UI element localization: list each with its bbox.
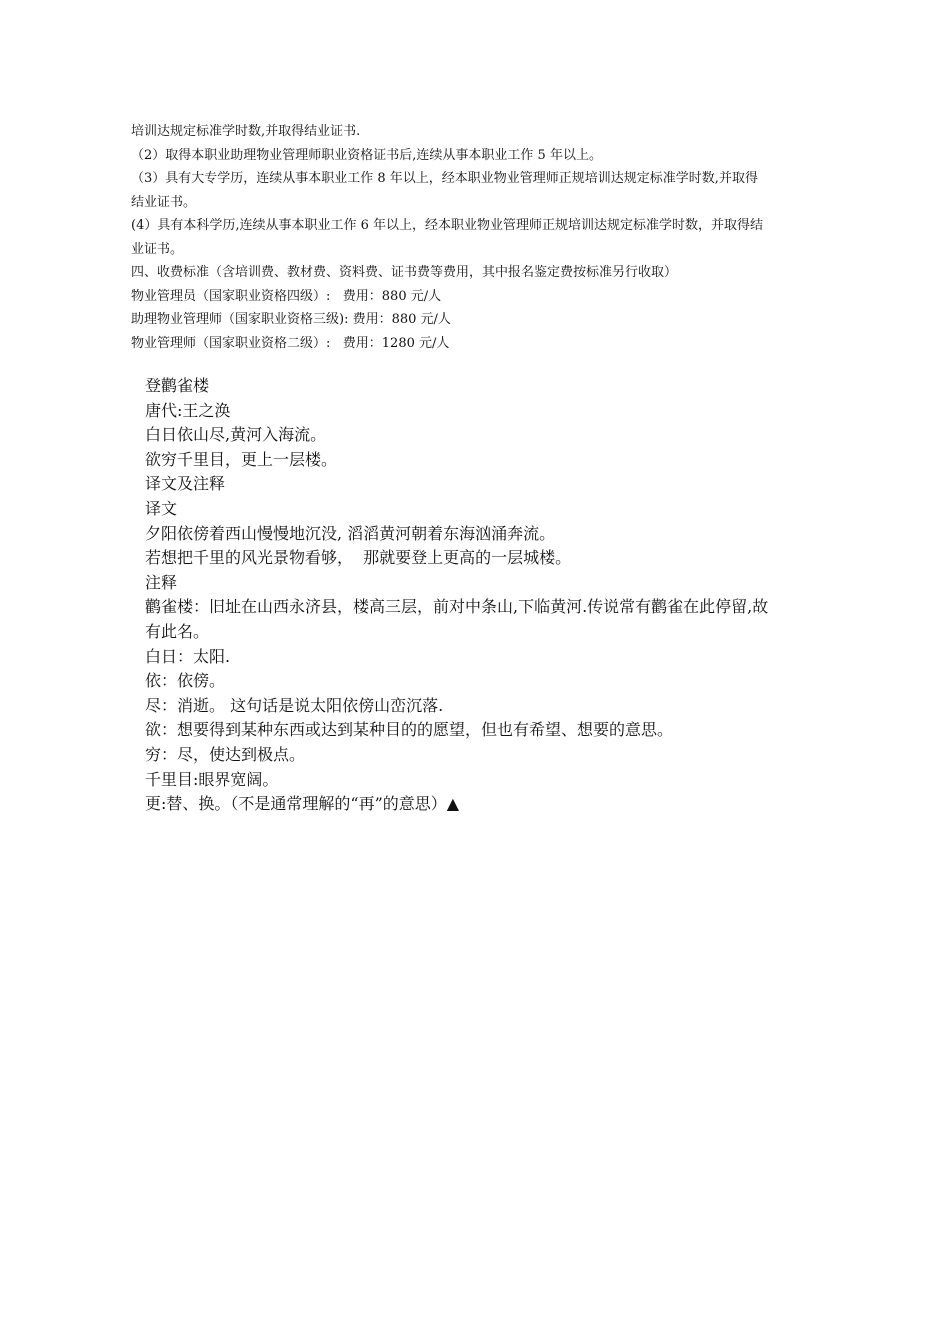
note-line: 依：依傍。 xyxy=(145,671,226,691)
fee-heading: 四、收费标准（含培训费、教材费、资料费、证书费等费用，其中报名鉴定费按标准另行收取） xyxy=(131,265,678,280)
note-line: 欲：想要得到某种东西或达到某种目的的愿望，但也有希望、想要的意思。 xyxy=(145,720,674,740)
note-line: 更:替、换。（不是通常理解的“再”的意思）▲ xyxy=(145,794,460,814)
text-line: 业证书。 xyxy=(131,241,184,257)
text-line: (4）具有本科学历,连续从事本职业工作 6 年以上，经本职业物业管理师正规培训达规定标准学时数，并取得结 xyxy=(131,218,764,233)
poem-section xyxy=(145,374,825,817)
poem-title: 登鹳雀楼 xyxy=(145,376,210,395)
poem-line: 白日依山尽,黄河入海流。 xyxy=(145,425,327,445)
translation-notes-heading: 译文及注释 xyxy=(145,474,226,494)
text-line: （2）取得本职业助理物业管理师职业资格证书后,连续从事本职业工作 5 年以上。 xyxy=(131,147,602,163)
fee-line: 物业管理员（国家职业资格四级）: 费用：880 元/人 xyxy=(131,288,442,304)
note-line: 千里目:眼界宽阔。 xyxy=(145,769,279,789)
text-line: （3）具有大专学历，连续从事本职业工作 8 年以上，经本职业物业管理师正规培训达规定标准学时数,并取得 xyxy=(131,171,758,186)
fee-line: 物业管理师（国家职业资格二级）: 费用：1280 元/人 xyxy=(131,335,450,351)
poem-line: 欲穷千里目，更上一层楼。 xyxy=(145,449,338,469)
note-line: 有此名。 xyxy=(145,621,210,641)
text-line: 培训达规定标准学时数,并取得结业证书. xyxy=(131,124,361,139)
notes-heading: 注释 xyxy=(145,572,178,592)
fee-line: 助理物业管理师（国家职业资格三级): 费用：880 元/人 xyxy=(131,312,451,327)
note-line: 穷：尽，使达到极点。 xyxy=(145,744,306,764)
translation-line: 若想把千里的风光景物看够， 那就要登上更高的一层城楼。 xyxy=(145,548,572,568)
note-line: 尽：消逝。 这句话是说太阳依傍山峦沉落. xyxy=(145,695,444,715)
translation-line: 夕阳依傍着西山慢慢地沉没, 滔滔黄河朝着东海汹涌奔流。 xyxy=(145,523,556,543)
training-requirements-section xyxy=(131,120,831,355)
note-line: 鹳雀楼：旧址在山西永济县，楼高三层，前对中条山,下临黄河.传说常有鹳雀在此停留,故 xyxy=(145,597,769,617)
translation-heading: 译文 xyxy=(145,498,178,518)
poem-author: 唐代:王之涣 xyxy=(145,400,231,420)
note-line: 白日：太阳. xyxy=(145,646,231,666)
text-line: 结业证书。 xyxy=(131,194,197,210)
